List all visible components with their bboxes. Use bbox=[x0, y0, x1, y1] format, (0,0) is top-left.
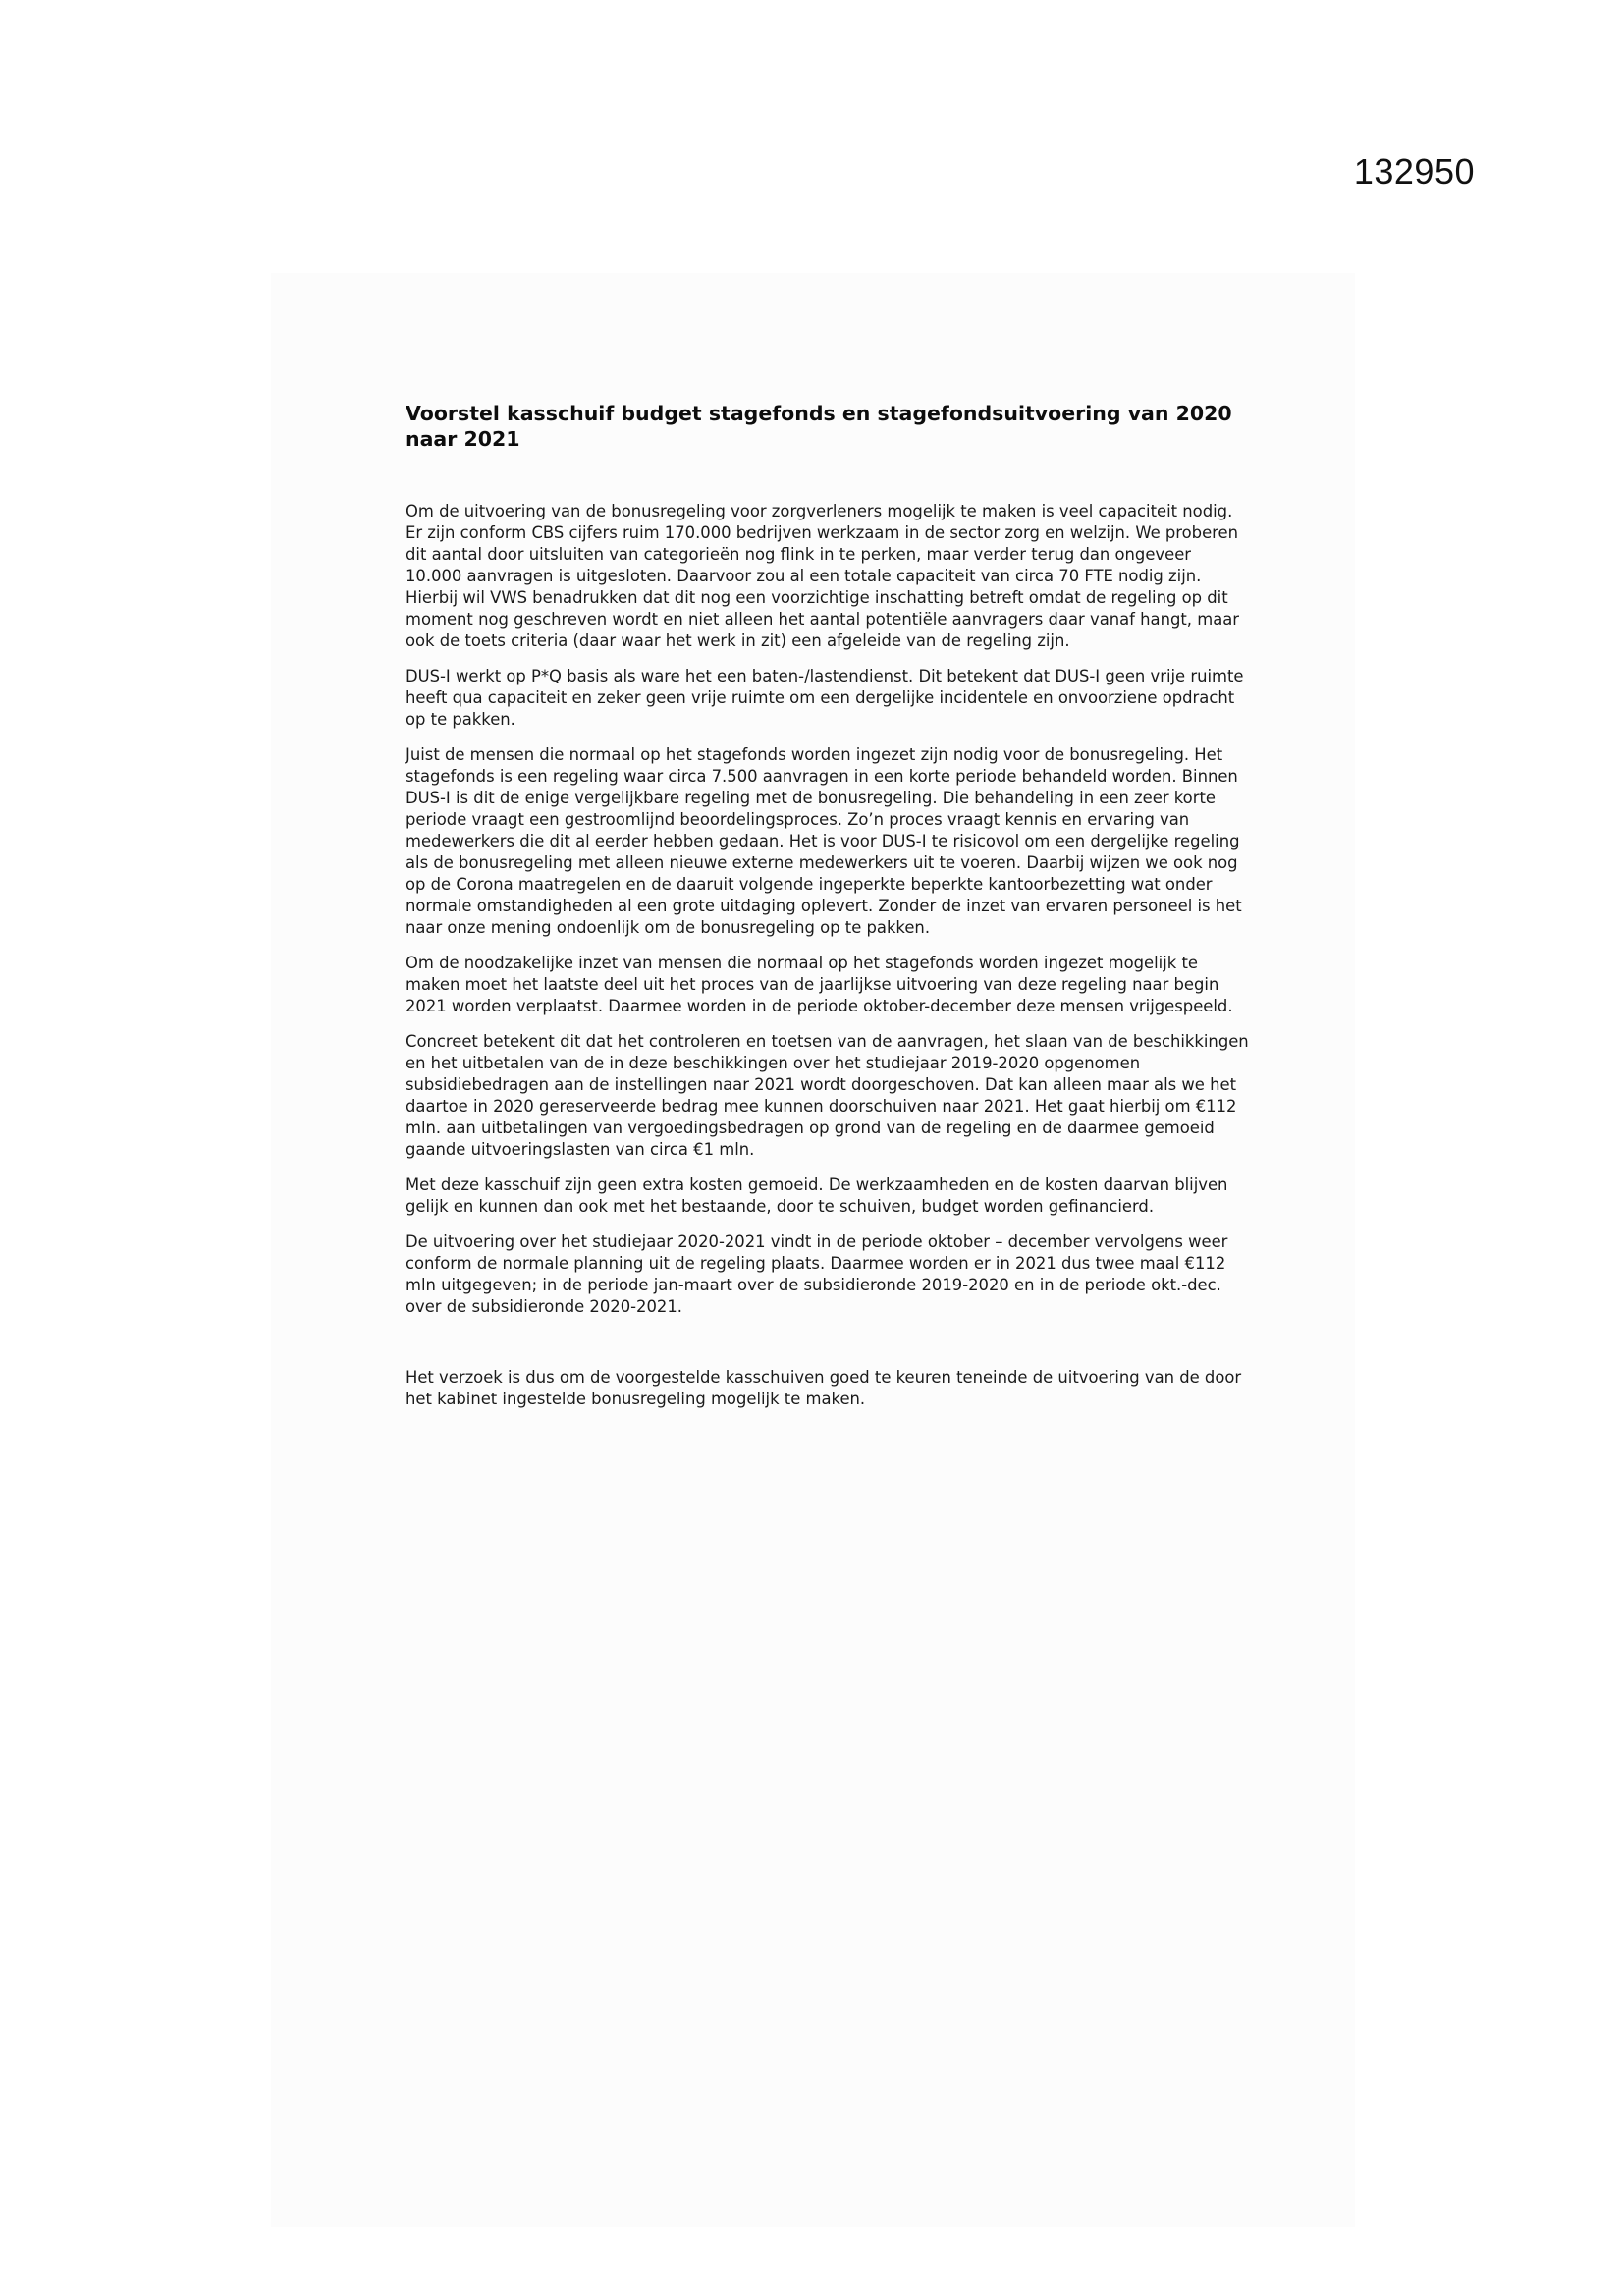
paragraph-capacity: Om de uitvoering van de bonusregeling voor zorgverleners mogelijk te maken is veel capaciteit nodig. Er zijn conform CBS cijfers ruim 170.000 bedrijven werkzaam in de sector zorg en welzijn. We proberen dit aantal door uitsluiten van categorieën nog flink in te perken, maar verder terug dan ongeveer 10.000 aanvragen is uitgesloten. Daarvoor zou al een totale capaciteit van circa 70 FTE nodig zijn. Hierbij wil VWS benadrukken dat dit nog een voorzichtige inschatting betreft omdat de regeling op dit moment nog geschreven wordt en niet alleen het aantal potentiële aanvragers daar vanaf hangt, maar ook de toets criteria (daar waar het werk in zit) een afgeleide van de regeling zijn. bbox=[406, 502, 1240, 650]
paragraph-request: Het verzoek is dus om de voorgestelde kasschuiven goed te keuren teneinde de uitvoering van de door het kabinet ingestelde bonusregeling mogelijk te maken. bbox=[406, 1368, 1242, 1408]
paragraph-staff: Juist de mensen die normaal op het stagefonds worden ingezet zijn nodig voor de bonusregeling. Het stagefonds is een regeling waar circa 7.500 aanvragen in een korte periode behandeld worden. Binnen DUS-I is dit de enige vergelijkbare regeling met de bonusregeling. Die behandeling in een zeer korte periode vraagt een gestroomlijnd beoordelingsproces. Zo’n proces vraagt kennis en ervaring van medewerkers die dit al eerder hebben gedaan. Het is voor DUS-I te risicovol om een dergelijke regeling als de bonusregeling met alleen nieuwe externe medewerkers uit te voeren. Daarbij wijzen we ook nog op de Corona maatregelen en de daaruit volgende ingeperkte beperkte kantoorbezetting wat onder normale omstandigheden al een grote uitdaging oplevert. Zonder de inzet van ervaren personeel is het naar onze mening ondoenlijk om de bonusregeling op te pakken. bbox=[406, 745, 1242, 937]
paragraph-planning: De uitvoering over het studiejaar 2020-2021 vindt in de periode oktober – december vervolgens weer conform de normale planning uit de regeling plaats. Daarmee worden er in 2021 dus twee maal €112 mln uitgegeven; in de periode jan-maart over de subsidieronde 2019-2020 en in de periode okt.-dec. over de subsidieronde 2020-2021. bbox=[406, 1232, 1228, 1316]
document-body bbox=[406, 401, 1252, 1424]
document-title: Voorstel kasschuif budget stagefonds en stagefondsuitvoering van 2020 naar 2021 bbox=[406, 402, 1232, 451]
paragraph-dusi-basis: DUS-I werkt op P*Q basis als ware het een baten-/lastendienst. Dit betekent dat DUS-I geen vrije ruimte heeft qua capaciteit en zeker geen vrije ruimte om een dergelijke incidentele en onvoorziene opdracht op te pakken. bbox=[406, 667, 1244, 729]
paragraph-process-shift: Om de noodzakelijke inzet van mensen die normaal op het stagefonds worden ingezet mogelijk te maken moet het laatste deel uit het proces van de jaarlijkse uitvoering van deze regeling naar begin 2021 worden verplaatst. Daarmee worden in de periode oktober-december deze mensen vrijgespeeld. bbox=[406, 954, 1233, 1015]
paragraph-costs: Met deze kasschuif zijn geen extra kosten gemoeid. De werkzaamheden en de kosten daarvan blijven gelijk en kunnen dan ook met het bestaande, door te schuiven, budget worden gefinancierd. bbox=[406, 1175, 1228, 1216]
document-number: 132950 bbox=[1353, 151, 1475, 191]
paragraph-concrete: Concreet betekent dit dat het controleren en toetsen van de aanvragen, het slaan van de beschikkingen en het uitbetalen van de in deze beschikkingen over het studiejaar 2019-2020 opgenomen subsidiebedragen aan de instellingen naar 2021 wordt doorgeschoven. Dat kan alleen maar als we het daartoe in 2020 gereserveerde bedrag mee kunnen doorschuiven naar 2021. Het gaat hierbij om €112 mln. aan uitbetalingen van vergoedingsbedragen op grond van de regeling en de daarmee gemoeid gaande uitvoeringslasten van circa €1 mln. bbox=[406, 1032, 1249, 1159]
